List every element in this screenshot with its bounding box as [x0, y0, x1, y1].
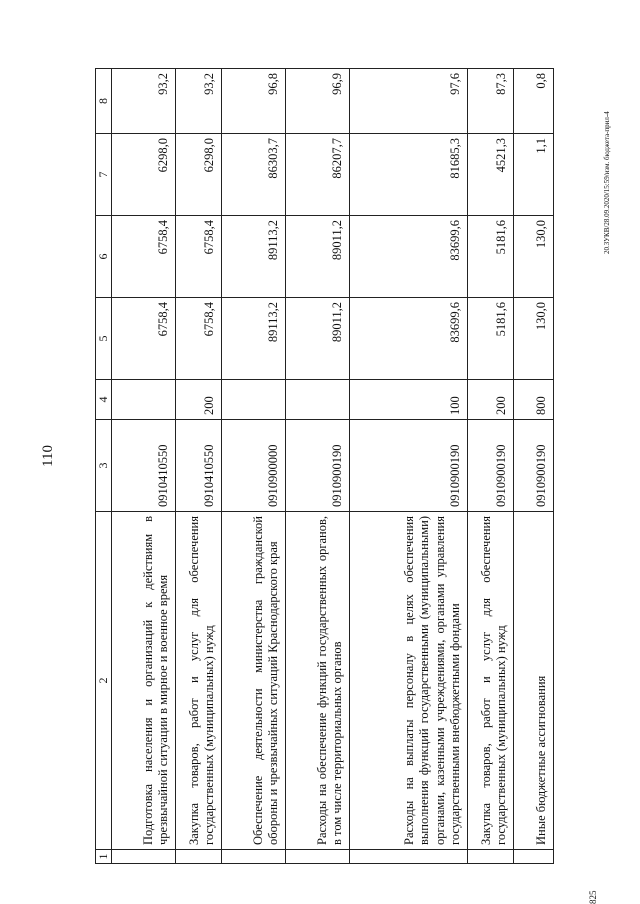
row-value-5-cell: 5181,6 — [468, 298, 514, 380]
row-number-cell — [112, 850, 176, 864]
column-header-7: 7 — [96, 134, 112, 216]
row-value-5-cell: 6758,4 — [176, 298, 222, 380]
row-value-7-cell: 6298,0 — [176, 134, 222, 216]
table-row — [350, 69, 468, 864]
row-code-cell: 0910900190 — [286, 420, 350, 512]
row-value-7-cell: 81685,3 — [350, 134, 468, 216]
row-number-cell — [350, 850, 468, 864]
row-value-7-cell: 4521,3 — [468, 134, 514, 216]
column-header-2: 2 — [96, 512, 112, 850]
column-header-5: 5 — [96, 298, 112, 380]
row-value-6-cell: 6758,4 — [176, 216, 222, 298]
row-value-6-cell: 5181,6 — [468, 216, 514, 298]
row-code-cell: 0910900000 — [222, 420, 286, 512]
row-type-cell: 800 — [514, 380, 554, 420]
row-number-cell — [468, 850, 514, 864]
page-number: 110 — [40, 445, 56, 467]
row-code-cell: 0910900190 — [468, 420, 514, 512]
row-number-cell — [514, 850, 554, 864]
row-value-8-cell: 97,6 — [350, 69, 468, 134]
row-value-5-cell: 6758,4 — [112, 298, 176, 380]
row-value-6-cell: 6758,4 — [112, 216, 176, 298]
row-value-6-cell: 130,0 — [514, 216, 554, 298]
row-code-cell: 0910900190 — [514, 420, 554, 512]
row-name-cell: Расходы на выплаты персоналу в целях обеспечения выполнения функций государственными (муниципальными) органами, казенными учреждениями, органами управления государственными внебюджетными фондами — [350, 512, 468, 850]
row-value-8-cell: 93,2 — [176, 69, 222, 134]
table-row — [286, 69, 350, 864]
row-type-cell — [286, 380, 350, 420]
footer-note: 20.ЗУКВ/28.09.2020/15:59/изм. бюджета-прил-4 — [603, 111, 611, 254]
row-value-8-cell: 96,9 — [286, 69, 350, 134]
row-value-5-cell: 83699,6 — [350, 298, 468, 380]
row-value-7-cell: 6298,0 — [112, 134, 176, 216]
row-name-cell: Обеспечение деятельности министерства гражданской обороны и чрезвычайных ситуаций Краснодарского края — [222, 512, 286, 850]
row-value-8-cell: 93,2 — [112, 69, 176, 134]
table-row — [222, 69, 286, 864]
row-value-7-cell: 86303,7 — [222, 134, 286, 216]
row-type-cell: 100 — [350, 380, 468, 420]
table-row — [468, 69, 514, 864]
row-value-5-cell: 130,0 — [514, 298, 554, 380]
row-value-6-cell: 83699,6 — [350, 216, 468, 298]
table-row — [176, 69, 222, 864]
row-value-8-cell: 87,3 — [468, 69, 514, 134]
row-value-6-cell: 89113,2 — [222, 216, 286, 298]
row-value-5-cell: 89113,2 — [222, 298, 286, 380]
row-number-cell — [286, 850, 350, 864]
row-code-cell: 0910410550 — [176, 420, 222, 512]
row-value-8-cell: 0,8 — [514, 69, 554, 134]
side-page-number: 825 — [588, 890, 598, 904]
table-row — [514, 69, 554, 864]
column-header-3: 3 — [96, 420, 112, 512]
row-type-cell — [222, 380, 286, 420]
row-value-8-cell: 96,8 — [222, 69, 286, 134]
row-name-cell: Подготовка населения и организаций к действиям в чрезвычайной ситуации в мирное и военное время — [112, 512, 176, 850]
row-value-7-cell: 1,1 — [514, 134, 554, 216]
row-type-cell — [112, 380, 176, 420]
row-code-cell: 0910900190 — [350, 420, 468, 512]
row-number-cell — [222, 850, 286, 864]
row-type-cell: 200 — [468, 380, 514, 420]
row-type-cell: 200 — [176, 380, 222, 420]
row-number-cell — [176, 850, 222, 864]
row-code-cell: 0910410550 — [112, 420, 176, 512]
table-header-row — [96, 69, 112, 864]
table-row — [112, 69, 176, 864]
column-header-4: 4 — [96, 380, 112, 420]
budget-table — [95, 68, 554, 864]
column-header-8: 8 — [96, 69, 112, 134]
row-name-cell: Закупка товаров, работ и услуг для обеспечения государственных (муниципальных) нужд — [176, 512, 222, 850]
row-name-cell: Иные бюджетные ассигнования — [514, 512, 554, 850]
row-value-6-cell: 89011,2 — [286, 216, 350, 298]
column-header-6: 6 — [96, 216, 112, 298]
column-header-1: 1 — [96, 850, 112, 864]
row-name-cell: Расходы на обеспечение функций государственных органов, в том числе территориальных органов — [286, 512, 350, 850]
row-value-5-cell: 89011,2 — [286, 298, 350, 380]
row-name-cell: Закупка товаров, работ и услуг для обеспечения государственных (муниципальных) нужд — [468, 512, 514, 850]
row-value-7-cell: 86207,7 — [286, 134, 350, 216]
